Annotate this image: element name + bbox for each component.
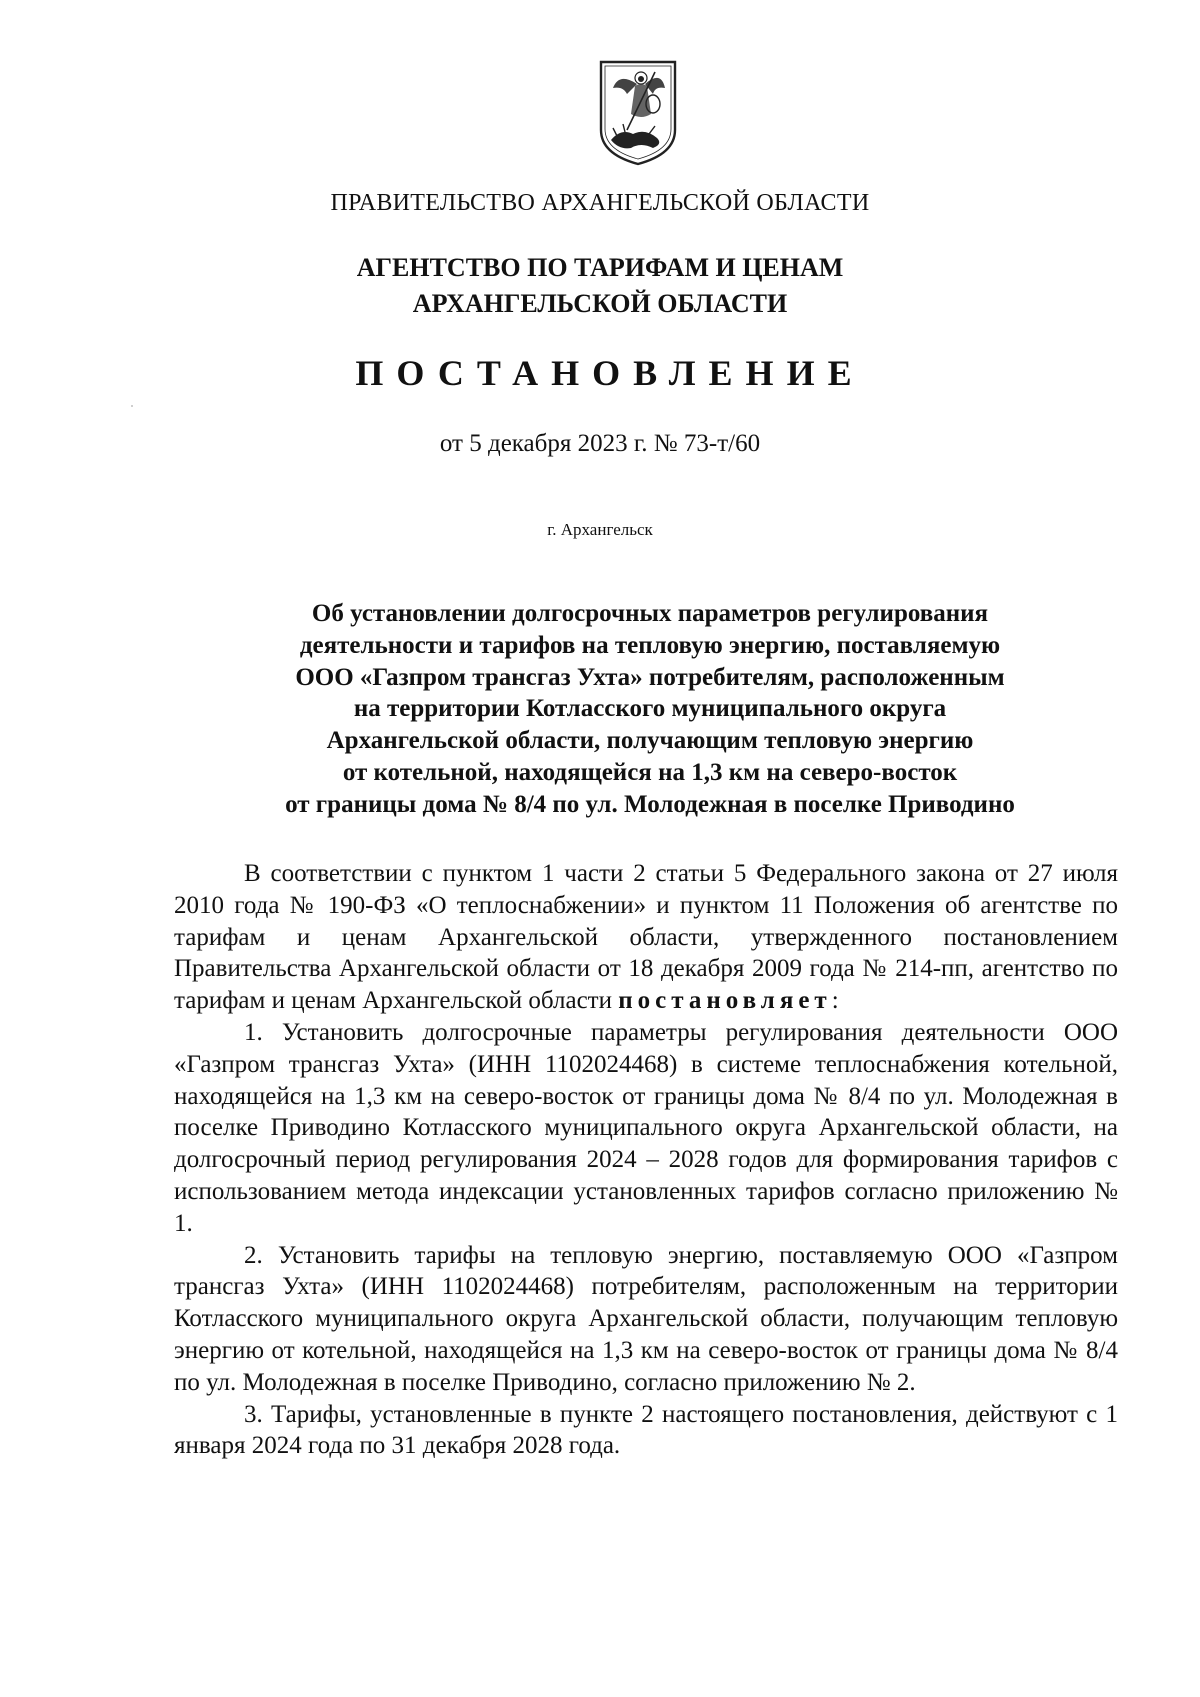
- title-line: на территории Котласского муниципального округа: [353, 695, 947, 723]
- resolves-word: постановляет: [618, 987, 832, 1015]
- agency-name-line-1: АГЕНТСТВО ПО ТАРИФАМ И ЦЕНАМ: [356, 253, 844, 282]
- title-line: от котельной, находящейся на 1,3 км на северо-восток: [342, 758, 958, 786]
- title-line: Архангельской области, получающим тепловую энергию: [326, 727, 974, 755]
- resolves-colon: :: [831, 987, 839, 1015]
- document-type: ПОСТАНОВЛЕНИЕ: [355, 353, 865, 393]
- item-1-paragraph: 1. Установить долгосрочные параметры регулирования деятельности ООО «Газпром трансгаз Ухта» (ИНН 1102024468) в системе теплоснабжения котельной, находящейся на 1,3 км на северо-восток от границы дома № 8/4 по ул. Молодежная в поселке Приводино Котласского муниципального округа Архангельской области, на долгосрочный период регулирования 2024 – 2028 годов для формирования тарифов с использованием метода индексации установленных тарифов согласно приложению № 1.: [174, 1018, 1118, 1237]
- document-body: [174, 858, 1118, 1462]
- government-name: ПРАВИТЕЛЬСТВО АРХАНГЕЛЬСКОЙ ОБЛАСТИ: [330, 190, 870, 216]
- item-3-paragraph: 3. Тарифы, установленные в пункте 2 настоящего постановления, действуют с 1 января 2024 года по 31 декабря 2028 года.: [174, 1400, 1118, 1460]
- preamble-paragraph: [174, 858, 1118, 1017]
- title-line: ООО «Газпром трансгаз Ухта» потребителям, расположенным: [295, 663, 1005, 691]
- document-city: г. Архангельск: [547, 520, 653, 539]
- scan-mark: [131, 405, 133, 407]
- title-line: от границы дома № 8/4 по ул. Молодежная в поселке Приводино: [285, 790, 1015, 818]
- agency-name: [0, 250, 1200, 322]
- item-2-paragraph: 2. Установить тарифы на тепловую энергию, поставляемую ООО «Газпром трансгаз Ухта» (ИНН 1102024468) потребителям, расположенным на территории Котласского муниципального округа Архангельской области, получающим тепловую энергию от котельной, находящейся на 1,3 км на северо-восток от границы дома № 8/4 по ул. Молодежная в поселке Приводино, согласно приложению № 2.: [174, 1241, 1118, 1396]
- coat-of-arms-emblem: [597, 58, 679, 166]
- agency-name-line-2: АРХАНГЕЛЬСКОЙ ОБЛАСТИ: [412, 289, 788, 318]
- document-title: [180, 598, 1120, 821]
- preamble-text: В соответствии с пунктом 1 части 2 статьи 5 Федерального закона от 27 июля 2010 года № 190-ФЗ «О теплоснабжении» и пунктом 11 Положения об агентстве по тарифам и ценам Архангельской области, утвержденного постановлением Правительства Архангельской области от 18 декабря 2009 года № 214-пп, агентство по тарифам и ценам Архангельской области: [174, 860, 1118, 1015]
- title-line: деятельности и тарифов на тепловую энергию, поставляемую: [299, 631, 1001, 659]
- arkhangelsk-coat-of-arms-icon: [597, 58, 679, 166]
- document-date-number: от 5 декабря 2023 г. № 73-т/60: [439, 430, 761, 457]
- title-line: Об установлении долгосрочных параметров регулирования: [311, 600, 989, 627]
